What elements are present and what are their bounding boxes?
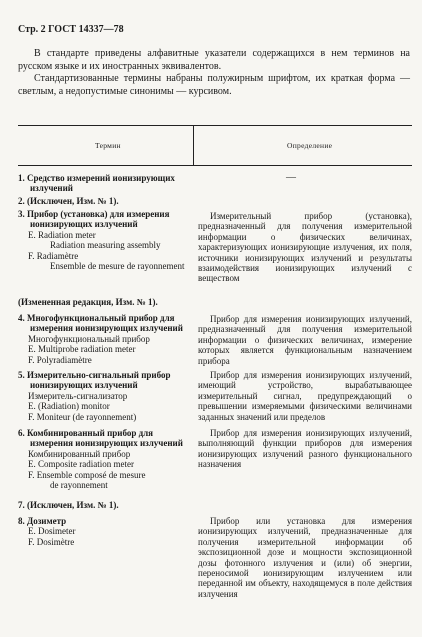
term-fr: F. Dosimètre (28, 536, 75, 547)
term-en: E. Composite radiation meter (28, 459, 134, 470)
term-fr: F. Radiamètre (28, 250, 79, 261)
term-title: 6. Комбинированный прибор для измерения ионизирующих излучений (18, 428, 183, 449)
definition-4 (198, 314, 412, 366)
term-entry-2 (18, 196, 190, 206)
intro-paragraph: Стандартизованные термины набраны полужирным шрифтом, их краткая форма — светлым, а недопустимые синонимы — курсивом. (18, 73, 410, 97)
term-en: E. (Radiation) monitor (28, 401, 110, 412)
term-entry-1 (18, 173, 190, 194)
table-top-rule (18, 125, 412, 126)
intro-text (18, 48, 410, 98)
definition-5 (198, 370, 412, 422)
term-title: 4. Многофункциональный прибор для измерения ионизирующих излучений (18, 313, 183, 334)
intro-paragraph: В стандарте приведены алфавитные указатели содержащихся в нем терминов на русском языке и их иностранных эквивалентов. (18, 48, 410, 72)
term-short: Многофункциональный прибор (28, 333, 150, 344)
term-note: (Измененная редакция, Изм. № 1). (18, 297, 158, 307)
definition-dash: — (286, 172, 296, 183)
term-title: 5. Измерительно-сигнальный прибор ионизирующих излучений (18, 370, 171, 391)
definition-3 (198, 211, 412, 284)
page-header: Стр. 2 ГОСТ 14337—78 (18, 24, 124, 35)
term-short: Комбинированный прибор (28, 448, 131, 459)
definition-text: Измерительный прибор (установка), предназначенный для получения измерительной информации о физических величинах, характеризующих ионизирующие излучения, их поля, источники ионизирующих излучений и результаты взаимодействия ионизирующих излучений с веществом (198, 211, 412, 284)
term-entry-6 (18, 428, 190, 490)
table-column-divider (193, 125, 194, 165)
definition-text: Прибор для измерения ионизирующих излучений, предназначенный для получения измерительной информации о физических величинах, измерение которых является функциональным назначением прибора (198, 314, 412, 366)
term-en: Radiation measuring assembly (50, 240, 161, 251)
term-en: E. Multiprobe radiation meter (28, 344, 136, 355)
definition-text: Прибор для измерения ионизирующих излучений, выполняющий функции приборов для измерения ионизирующих излучений разного функционального назначения (198, 428, 412, 470)
term-fr: F. Ensemble composé de mesure (28, 469, 146, 480)
term-en: E. Dosimeter (28, 526, 76, 537)
term-title: 1. Средство измерений ионизирующих излучений (18, 173, 175, 194)
term-entry-4 (18, 313, 190, 365)
term-title: 7. (Исключен, Изм. № 1). (18, 500, 119, 510)
term-fr: Ensemble de mesure de rayonnement (50, 261, 185, 272)
term-entry-7 (18, 500, 190, 510)
term-short: Измеритель-сигнализатор (28, 390, 128, 401)
term-title: 3. Прибор (установка) для измерения ионизирующих излучений (18, 209, 170, 230)
term-entry-3 (18, 209, 190, 271)
column-header-definition: Определение (287, 141, 333, 150)
term-entry-5 (18, 370, 190, 422)
table-header-rule (18, 165, 412, 166)
amendment-note (18, 297, 318, 307)
definition-6 (198, 428, 412, 470)
term-entry-8 (18, 516, 190, 547)
definition-8 (198, 516, 412, 599)
term-title: 8. Дозиметр (18, 516, 67, 526)
column-header-term: Термин (95, 141, 121, 150)
term-fr: de rayonnement (50, 480, 108, 491)
definition-text: Прибор для измерения ионизирующих излучений, имеющий устройство, вырабатывающее измерительный сигнал, предупреждающий о превышении измеряемыми физическими величинами заданных значений или пределов (198, 370, 412, 422)
definition-text: Прибор или установка для измерения ионизирующих излучений, предназначенные для получения измерительной информации об экспозиционной дозе и мощности экспозиционной дозы фотонного излучения и (или) об энергии, переносимой ионизирующим излучением или переданной им объекту, находящемуся в поле действия излучения (198, 516, 412, 599)
term-en: E. Radiation meter (28, 229, 96, 240)
term-fr: F. Polyradiamètre (28, 354, 92, 365)
term-title: 2. (Исключен, Изм. № 1). (18, 196, 119, 206)
term-fr: F. Moniteur (de rayonnement) (28, 411, 137, 422)
